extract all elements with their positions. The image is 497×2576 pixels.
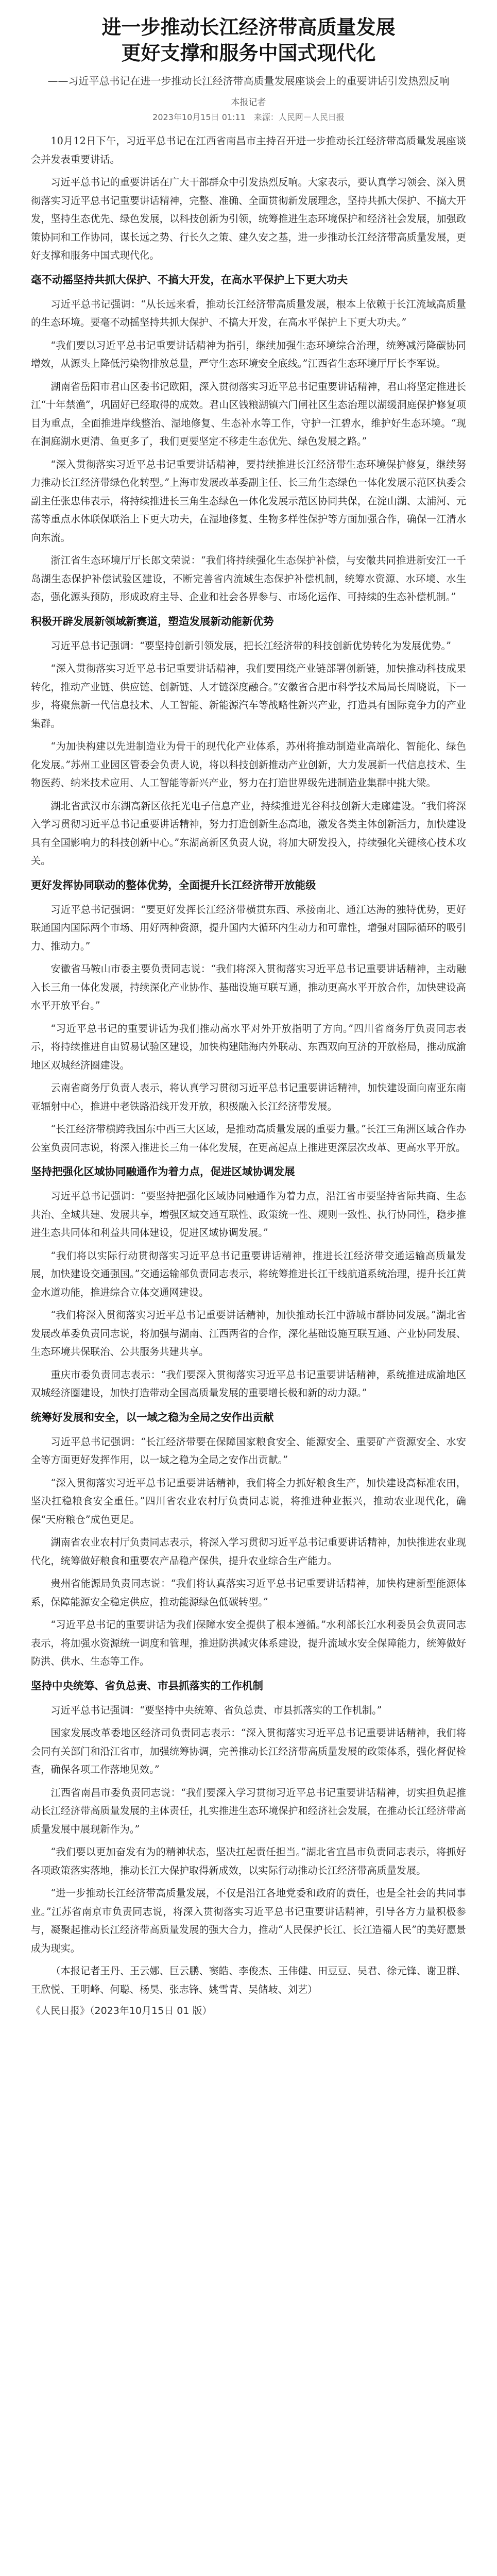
paragraph: 江西省南昌市委负责同志说：“我们要深入学习贯彻习近平总书记重要讲话精神，切实担负起推动长江经济带高质量发展的主体责任，扎实推进生态环境保护和经济社会发展，在推动长江经济带高质量发展中展现新作为。” <box>31 1786 466 1835</box>
paragraph: “我们将以实际行动贯彻落实习近平总书记重要讲话精神，推进长江经济带交通运输高质量发展，加快建设交通强国。”交通运输部负责同志表示，将统筹推进长江干线航道系统治理，提升长江黄金水道功能，推进综合立体交通网建设。 <box>31 1249 466 1298</box>
section-heading: 坚持中央统筹、省负总责、市县抓落实的工作机制 <box>31 1679 263 1692</box>
paragraph: “深入贯彻落实习近平总书记重要讲话精神，我们将全力抓好粮食生产，加快建设高标准农田，坚决扛稳粮食安全重任。”四川省农业农村厅负责同志说，将推进种业振兴，推动农业现代化，确保“天府粮仓”成色更足。 <box>31 1477 466 1526</box>
paragraph: “我们要以习近平总书记重要讲话精神为指引，继续加强生态环境综合治理，统筹减污降碳协同增效，从源头上降低污染物排放总量，严守生态环境安全底线。”江西省生态环境厅厅长李军说。 <box>31 339 466 369</box>
paragraph: “我们将深入贯彻落实习近平总书记重要讲话精神，加快推动长江中游城市群协同发展。”湖北省发展改革委负责同志说，将加强与湖南、江西两省的合作，深化基础设施互联互通、产业协同发展、生态环境共保联治、公共服务共建共享。 <box>31 1309 466 1358</box>
paragraph: 国家发展改革委地区经济司负责同志表示：“深入贯彻落实习近平总书记重要讲话精神，我们将会同有关部门和沿江省市，加强统筹协调，完善推动长江经济带高质量发展的政策体系，强化督促检查，确保各项工作落地见效。” <box>31 1727 466 1775</box>
paragraph: 习近平总书记的重要讲话在广大干部群众中引发热烈反响。大家表示，要认真学习领会、深入贯彻落实习近平总书记重要讲话精神，完整、准确、全面贯彻新发展理念，坚持共抓大保护、不搞大开发，坚持生态优先、绿色发展，以科技创新为引领，统筹推进生态环境保护和经济社会发展，加强政策协同和工作协同，谋长远之势、行长久之策、建久安之基，进一步推动长江经济带高质量发展，更好支撑和服务中国式现代化。 <box>31 176 466 261</box>
paragraph: 浙江省生态环境厅厅长郎文荣说：“我们将持续强化生态保护补偿，与安徽共同推进新安江一千岛湖生态保护补偿试验区建设，不断完善省内流域生态保护补偿机制，统筹水资源、水环境、水生态，强化源头预防，形成政府主导、企业和社会各界参与、市场化运作、可持续的生态补偿机制。” <box>31 554 466 603</box>
paragraph: 习近平总书记强调：“要更好发挥长江经济带横贯东西、承接南北、通江达海的独特优势，更好联通国内国际两个市场、用好两种资源，提升国内大循环内生动力和可靠性，增强对国际循环的吸引力、推动力。” <box>31 903 466 952</box>
paragraph: 云南省商务厅负责人表示，将认真学习贯彻习近平总书记重要讲话精神，加快建设面向南亚东南亚辐射中心，推进中老铁路沿线开发开放，积极融入长江经济带发展。 <box>31 1082 466 1112</box>
paragraph: 习近平总书记强调：“从长远来看，推动长江经济带高质量发展，根本上依赖于长江流域高质量的生态环境。要毫不动摇坚持共抓大保护、不搞大开发，在高水平保护上下更大功夫。” <box>31 298 466 328</box>
section-heading: 积极开辟发展新领域新赛道，塑造发展新动能新优势 <box>31 615 274 628</box>
paragraph: “深入贯彻落实习近平总书记重要讲话精神，要持续推进长江经济带生态环境保护修复，继续努力推动长江经济带绿色化转型。”上海市发展改革委副主任、长三角生态绿色一体化发展示范区执委会副主任张忠伟表示，将持续推进长三角生态绿色一体化发展示范区协同共保，在淀山湖、太浦河、元荡等重点水体联保联治上下更大功夫，在湿地修复、生物多样性保护等方面加强合作，确保一江清水向东流。 <box>31 458 466 544</box>
paragraph: 习近平总书记强调：“要坚持中央统筹、省负总责、市县抓落实的工作机制。” <box>50 1704 382 1716</box>
paragraph: （本报记者王丹、王云娜、巨云鹏、窦皓、李俊杰、王伟健、田豆豆、吴君、徐元锋、谢卫群、王欣悦、王明峰、何聪、杨昊、张志锋、姚雪青、吴储岐、刘艺） <box>31 1965 466 1995</box>
article-body <box>31 132 466 1998</box>
paragraph: “为加快构建以先进制造业为骨干的现代化产业体系，苏州将推动制造业高端化、智能化、绿色化发展。”苏州工业园区管委会负责人说，将以科技创新推动产业创新，大力发展新一代信息技术、生物医药、纳米技术应用、人工智能等新兴产业，努力在打造世界级先进制造业集群中挑大梁。 <box>31 740 466 789</box>
paragraph: 湖南省农业农村厅负责同志表示，将深入学习贯彻习近平总书记重要讲话精神，加快推进农业现代化，统筹做好粮食和重要农产品稳产保供，提升农业综合生产能力。 <box>31 1536 466 1567</box>
section-heading: 毫不动摇坚持共抓大保护、不搞大开发，在高水平保护上下更大功夫 <box>31 273 348 286</box>
paragraph: 安徽省马鞍山市委主要负责同志说：“我们将深入贯彻落实习近平总书记重要讲话精神，主动融入长三角一体化发展，持续深化产业协作、基础设施互联互通，推动更高水平开放合作，加快建设高水平开放平台。” <box>31 963 466 1011</box>
paragraph: 10月12日下午，习近平总书记在江西省南昌市主持召开进一步推动长江经济带高质量发展座谈会并发表重要讲话。 <box>31 135 466 165</box>
paragraph: “习近平总书记的重要讲话为我们推动高水平对外开放指明了方向。”四川省商务厅负责同志表示，将持续推进自由贸易试验区建设，加快构建陆海内外联动、东西双向互济的开放格局，推动成渝地区双城经济圈建设。 <box>31 1022 466 1071</box>
paragraph: “习近平总书记的重要讲话为我们保障水安全提供了根本遵循。”水利部长江水利委员会负责同志表示，将加强水资源统一调度和管理，推进防洪减灾体系建设，提升流域水安全保障能力，统筹做好防洪、供水、生态等工作。 <box>31 1619 466 1667</box>
article-title <box>31 14 466 66</box>
article-dateline: 2023年10月15日 01:11 来源：人民网－人民日报 <box>152 112 345 122</box>
section-heading: 坚持把强化区域协同融通作为着力点，促进区域协调发展 <box>31 1165 295 1178</box>
paragraph: “我们要以更加奋发有为的精神状态，坚决扛起责任担当。”湖北省宜昌市负责同志表示，将抓好各项政策落实落地，推动长江大保护取得新成效，以实际行动推动长江经济带高质量发展。 <box>31 1846 466 1876</box>
title-line-2: 更好支撑和服务中国式现代化 <box>121 42 376 64</box>
paragraph: 重庆市委负责同志表示：“我们要深入贯彻落实习近平总书记重要讲话精神，系统推进成渝地区双城经济圈建设，加快打造带动全国高质量发展的重要增长极和新的动力源。” <box>31 1368 466 1399</box>
title-line-1: 进一步推动长江经济带高质量发展 <box>101 16 396 39</box>
paragraph: 习近平总书记强调：“要坚持创新引领发展，把长江经济带的科技创新优势转化为发展优势。” <box>50 639 451 652</box>
section-heading: 更好发挥协同联动的整体优势，全面提升长江经济带开放能级 <box>31 878 316 891</box>
paragraph: “深入贯彻落实习近平总书记重要讲话精神，我们要围绕产业链部署创新链，加快推动科技成果转化，推动产业链、供应链、创新链、人才链深度融合。”安徽省合肥市科学技术局局长周晓说，下一步，将聚焦新一代信息技术、人工智能、新能源汽车等战略性新兴产业，打造具有国际竞争力的产业集群。 <box>31 663 466 730</box>
paragraph: 习近平总书记强调：“长江经济带要在保障国家粮食安全、能源安全、重要矿产资源安全、水安全等方面更好发挥作用，以一域之稳为全局之安作出贡献。” <box>31 1435 466 1466</box>
paragraph: 湖北省武汉市东湖高新区依托光电子信息产业，持续推进光谷科技创新大走廊建设。“我们将深入学习贯彻习近平总书记重要讲话精神，努力打造创新生态高地，激发各类主体创新活力，加快建设具有全国影响力的科技创新中心。”东湖高新区负责人说，将加大研发投入，持续强化关键核心技术攻关。 <box>31 800 466 867</box>
section-heading: 统筹好发展和安全，以一域之稳为全局之安作出贡献 <box>31 1411 274 1423</box>
paragraph: 习近平总书记强调：“要坚持把强化区域协同融通作为着力点，沿江省市要坚持省际共商、生态共治、全域共建、发展共享，增强区域交通互联性、政策统一性、规则一致性、执行协同性，稳步推进生态共同体和利益共同体建设，促进区域协调发展。” <box>31 1190 466 1239</box>
article-footer: 《人民日报》（2023年10月15日 01 版） <box>31 2005 212 2016</box>
article-subtitle: ——习近平总书记在进一步推动长江经济带高质量发展座谈会上的重要讲话引发热烈反响 <box>47 75 450 87</box>
paragraph: 湖南省岳阳市君山区委书记欧阳，深入贯彻落实习近平总书记重要讲话精神，君山将坚定推进长江“十年禁渔”，巩固好已经取得的成效。君山区钱粮湖镇六门闸社区生态治理以湖缓洞庭保护修复项目为重点，全面推进岸线整治、湿地修复、生态补水等工作，守护一江碧水，维护好生态环境。“现在洞庭湖水更清、鱼更多了，我们更要坚定不移走生态优先、绿色发展之路。” <box>31 380 466 447</box>
paragraph: “长江经济带横跨我国东中西三大区域，是推动高质量发展的重要力量。”长江三角洲区域合作办公室负责同志说，将深入推进长三角一体化发展，在更高起点上推进更深层次改革、更高水平开放。 <box>31 1123 466 1154</box>
paragraph: “进一步推动长江经济带高质量发展，不仅是沿江各地党委和政府的责任，也是全社会的共同事业。”江苏省南京市负责同志说，将深入贯彻落实习近平总书记重要讲话精神，引导各方力量积极参与，凝聚起推动长江经济带高质量发展的强大合力，推动“人民保护长江、长江造福人民”的美好愿景成为现实。 <box>31 1887 466 1954</box>
article-byline: 本报记者 <box>231 97 266 108</box>
paragraph: 贵州省能源局负责同志说：“我们将认真落实习近平总书记重要讲话精神，加快构建新型能源体系，保障能源安全稳定供应，推动能源绿色低碳转型。” <box>31 1578 466 1608</box>
